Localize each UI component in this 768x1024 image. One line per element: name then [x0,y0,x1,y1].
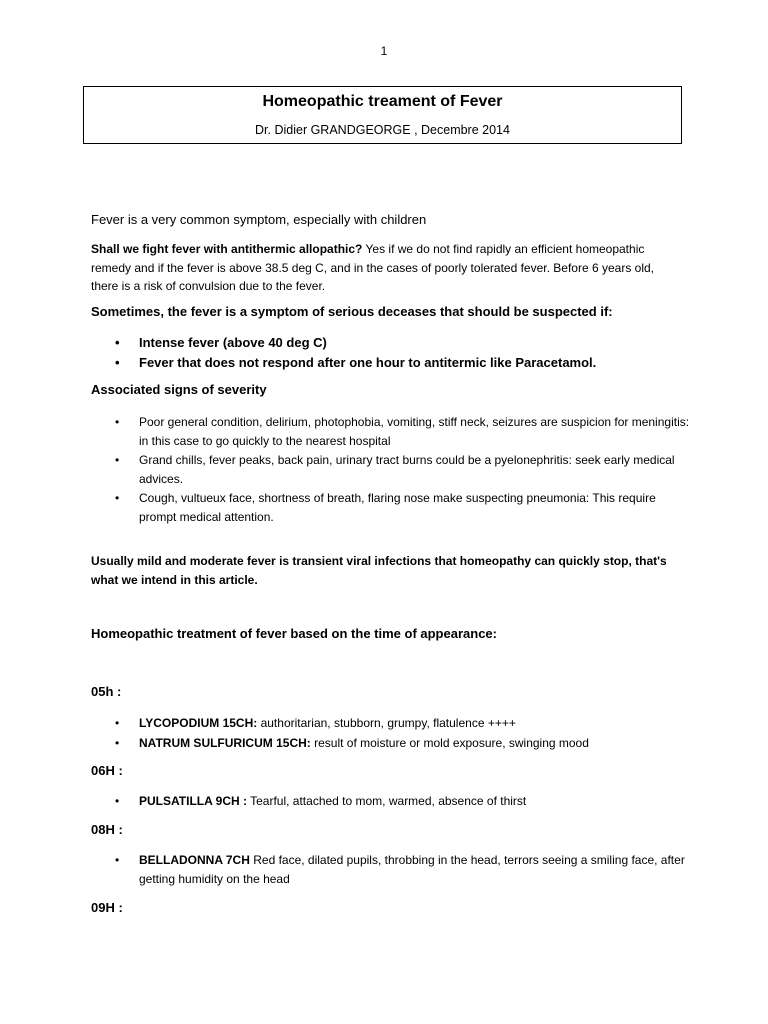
antithermic-lead: Shall we fight fever with antithermic allopathic? [91,242,363,256]
list-item: • Fever that does not respond after one hour to antitermic like Paracetamol. [91,353,691,373]
time-label-09h: 09H : [91,900,123,915]
treatment-heading: Homeopathic treatment of fever based on the time of appearance: [91,626,497,641]
antithermic-text: Yes if we do not find rapidly an efficient homeopathic remedy and if the fever is above 38.5 deg C, and in the cases of poorly tolerated fever. Before 6 years old, there is a risk of convulsion due to the fever. [91,242,654,293]
list-item [91,734,691,753]
remedy-list-06h [91,792,691,812]
time-label-06h: 06H : [91,763,123,778]
antithermic-paragraph [91,240,681,296]
severity-list [91,413,691,527]
severity-heading: Associated signs of severity [91,382,267,397]
remedy-name: BELLADONNA 7CH [139,853,250,867]
remedy-desc: Red face, dilated pupils, throbbing in the head, terrors seeing a smiling face, after getting humidity on the head [139,853,685,886]
remedy-list-05h [91,714,691,753]
remedy-desc: Tearful, attached to mom, warmed, absence of thirst [247,794,527,808]
list-item [91,792,691,811]
remedy-name: LYCOPODIUM 15CH: [139,716,258,730]
serious-heading: Sometimes, the fever is a symptom of serious deceases that should be suspected if: [91,304,613,319]
document-title: Homeopathic treament of Fever [262,93,503,110]
list-item: • Poor general condition, delirium, photophobia, vomiting, stiff neck, seizures are suspicion for meningitis: in this case to go quickly to the nearest hospital [91,413,691,450]
page-number: 1 [380,44,388,58]
time-label-05h: 05h : [91,684,122,699]
intro-text: Fever is a very common symptom, especially with children [91,212,427,227]
remedy-desc: result of moisture or mold exposure, swinging mood [310,735,589,750]
remedy-desc: authoritarian, stubborn, grumpy, flatulence ++++ [257,716,516,730]
title-box [83,86,682,144]
list-item: • Cough, vultueux face, shortness of breath, flaring nose make suspecting pneumonia: This require prompt medical attention. [91,489,691,526]
list-item: • Grand chills, fever peaks, back pain, urinary tract burns could be a pyelonephritis: seek early medical advices. [91,451,691,488]
time-label-08h: 08H : [91,822,123,837]
list-item [91,714,691,733]
list-item [91,851,691,888]
remedy-list-08h [91,851,691,889]
usually-paragraph: Usually mild and moderate fever is transient viral infections that homeopathy can quickly stop, that's what we intend in this article. [91,554,667,587]
author-line: Dr. Didier GRANDGEORGE , Decembre 2014 [255,123,510,137]
serious-list [91,333,691,373]
list-item: • Intense fever (above 40 deg C) [91,333,691,353]
remedy-name: NATRUM SULFURICUM 15CH: [139,735,311,750]
remedy-name: PULSATILLA 9CH : [139,794,247,808]
